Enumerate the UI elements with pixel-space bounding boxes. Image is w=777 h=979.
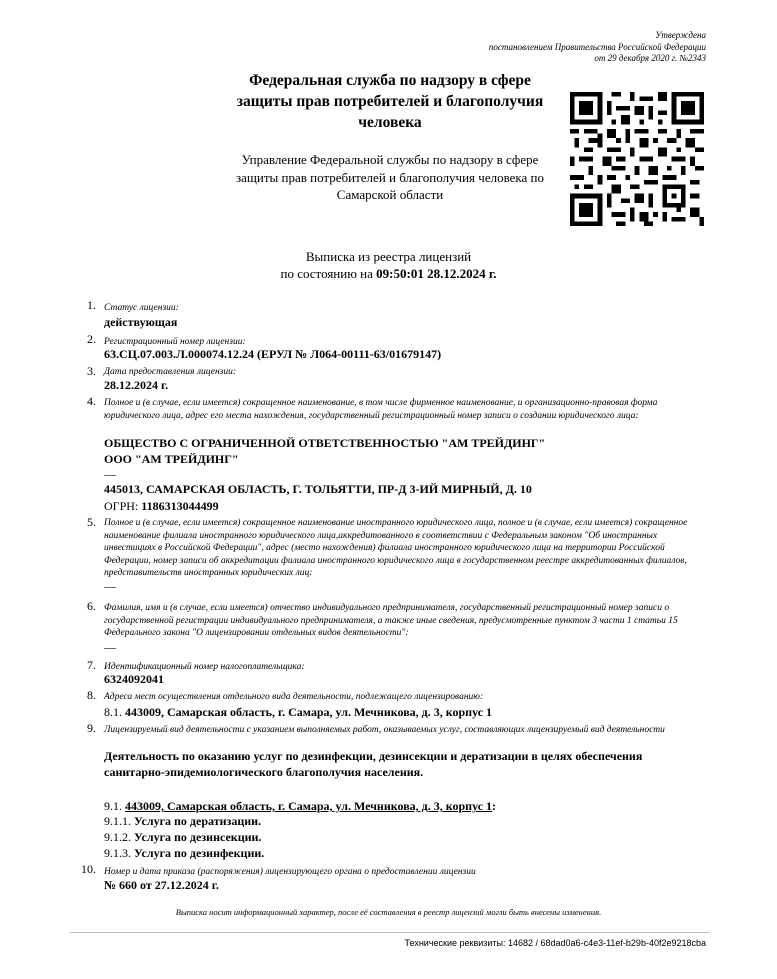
- item-5-label: Полное и (в случае, если имеется) сокращенное наименование иностранного юридического лица, полное и (в случае, если имеется) сокращенное наименование филиала иностранного юридического лица,аккредитованного в соответствии с Федеральным законом "Об иностранных инвестициях в Российской Федерации", адрес (место нахождения) филиала иностранного юридического лица на территории Российской Федерации, номер записи об аккредитации филиала иностранного юридического лица в государственном реестре аккредитованных филиалов, представительств иностранных юридических лиц:: [104, 518, 688, 578]
- item-9-1-address: 443009, Самарская область, г. Самара, ул. Мечникова, д. 3, корпус 1: [125, 799, 493, 813]
- approval-line-1: Утверждена: [655, 30, 706, 40]
- department-name: Управление Федеральной службы по надзору в сфере защиты прав потребителей и благополучия человека по Самарской области: [235, 152, 545, 202]
- approval-note: [489, 30, 706, 65]
- item-9-1-number: 9.1.: [104, 799, 122, 813]
- service-1-number: 9.1.1.: [104, 814, 131, 828]
- item-7-label: Идентификационный номер налогоплательщика:: [104, 662, 305, 672]
- extract-date-prefix: по состоянию на: [280, 266, 373, 281]
- service-item: [104, 845, 264, 861]
- item-7-value: 6324092041: [104, 672, 164, 686]
- ogrn-value: 1186313044499: [141, 499, 219, 513]
- item-3-number: 3.: [87, 364, 96, 378]
- item-5-value: —: [104, 579, 116, 593]
- extract-title: Выписка из реестра лицензий: [305, 249, 472, 264]
- service-3-name: Услуга по дезинфекции.: [134, 846, 265, 860]
- item-4-number: 4.: [87, 394, 96, 408]
- item-9-1-colon: :: [492, 799, 497, 813]
- item-10-label: Номер и дата приказа (распоряжения) лицензирующего органа о предоставлении лицензии: [104, 867, 476, 877]
- service-item: [104, 813, 261, 829]
- item-9-label: Лицензируемый вид деятельности с указанием выполняемых работ, оказываемых услуг, составляющих лицензируемый вид деятельности: [104, 725, 665, 735]
- item-8-number: 8.: [87, 688, 96, 702]
- company-address: 445013, САМАРСКАЯ ОБЛАСТЬ, Г. ТОЛЬЯТТИ, ПР-Д 3-ИЙ МИРНЫЙ, Д. 10: [104, 482, 532, 496]
- item-10-number: 10.: [81, 862, 96, 876]
- item-4-dash: —: [104, 467, 116, 481]
- item-6-number: 6.: [87, 599, 96, 613]
- extract-header: [200, 248, 577, 282]
- item-1-label: Статус лицензии:: [104, 303, 179, 313]
- item-8-1-address: 443009, Самарская область, г. Самара, ул. Мечникова, д. 3, корпус 1: [125, 705, 493, 719]
- item-3-value: 28.12.2024 г.: [104, 378, 169, 392]
- extract-date-line: [200, 265, 577, 282]
- item-6-label: Фамилия, имя и (в случае, если имеется) отчество индивидуального предпринимателя, государственный регистрационный номер записи о государственной регистрации индивидуального предпринимателя, а также иные сведения, предусмотренные пунктом 3 части 1 статьи 15 Федерального закона "О лицензировании отдельных видов деятельности":: [104, 603, 678, 638]
- item-8-label: Адреса мест осуществления отдельного вида деятельности, подлежащего лицензированию:: [104, 692, 484, 702]
- service-2-number: 9.1.2.: [104, 830, 131, 844]
- ogrn-label: ОГРН:: [104, 499, 139, 513]
- agency-title: Федеральная служба по надзору в сфере защиты прав потребителей и благополучия человека: [236, 72, 544, 131]
- service-2-name: Услуга по дезинсекции.: [134, 830, 262, 844]
- company-short-name: ООО "АМ ТРЕЙДИНГ": [104, 452, 239, 466]
- item-10-value: № 660 от 27.12.2024 г.: [104, 878, 219, 892]
- item-9-activity: Деятельность по оказанию услуг по дезинфекции, дезинсекции и дератизации в целях обеспечения санитарно-эпидемиологического благополучия населения.: [104, 749, 643, 779]
- company-ogrn: [104, 498, 219, 514]
- service-item: [104, 829, 261, 845]
- item-2-number: 2.: [87, 332, 96, 346]
- extract-datetime: 09:50:01 28.12.2024 г.: [376, 266, 497, 281]
- service-1-name: Услуга по дератизации.: [134, 814, 262, 828]
- item-8-1-number: 8.1.: [104, 705, 122, 719]
- technical-details: Технические реквизиты: 14682 / 68dad0a6-c4e3-11ef-b29b-40f2e9218cba: [404, 938, 706, 948]
- item-7-number: 7.: [87, 658, 96, 672]
- item-5-number: 5.: [87, 515, 96, 529]
- item-3-label: Дата предоставления лицензии:: [104, 367, 237, 377]
- item-1-value: действующая: [104, 315, 178, 329]
- item-9-number: 9.: [87, 721, 96, 735]
- item-4-label: Полное и (в случае, если имеется) сокращенное наименование, в том числе фирменное наименование, и организационно-правовая форма юридического лица, адрес его места нахождения, государственный регистрационный номер записи о создании юридического лица:: [104, 398, 658, 421]
- company-full-name: ОБЩЕСТВО С ОГРАНИЧЕННОЙ ОТВЕТСТВЕННОСТЬЮ "АМ ТРЕЙДИНГ": [104, 436, 546, 450]
- item-2-value: 63.СЦ.07.003.Л.000074.12.24 (ЕРУЛ № Л064-00111-63/01679147): [104, 347, 442, 361]
- approval-line-3: от 29 декабря 2020 г. №2343: [594, 53, 706, 63]
- approval-line-2: постановлением Правительства Российской Федерации: [488, 41, 706, 52]
- footer-divider: [70, 932, 710, 933]
- item-9-address-line: [104, 798, 496, 814]
- item-1-number: 1.: [87, 298, 96, 312]
- service-3-number: 9.1.3.: [104, 846, 131, 860]
- item-8-value-line: [104, 704, 492, 720]
- footer-note: Выписка носит информационный характер, после её составления в реестр лицензий могли быть внесены изменения.: [175, 907, 602, 917]
- item-2-label: Регистрационный номер лицензии:: [104, 337, 246, 347]
- qr-code-icon: [570, 92, 704, 226]
- item-6-value: —: [104, 640, 116, 654]
